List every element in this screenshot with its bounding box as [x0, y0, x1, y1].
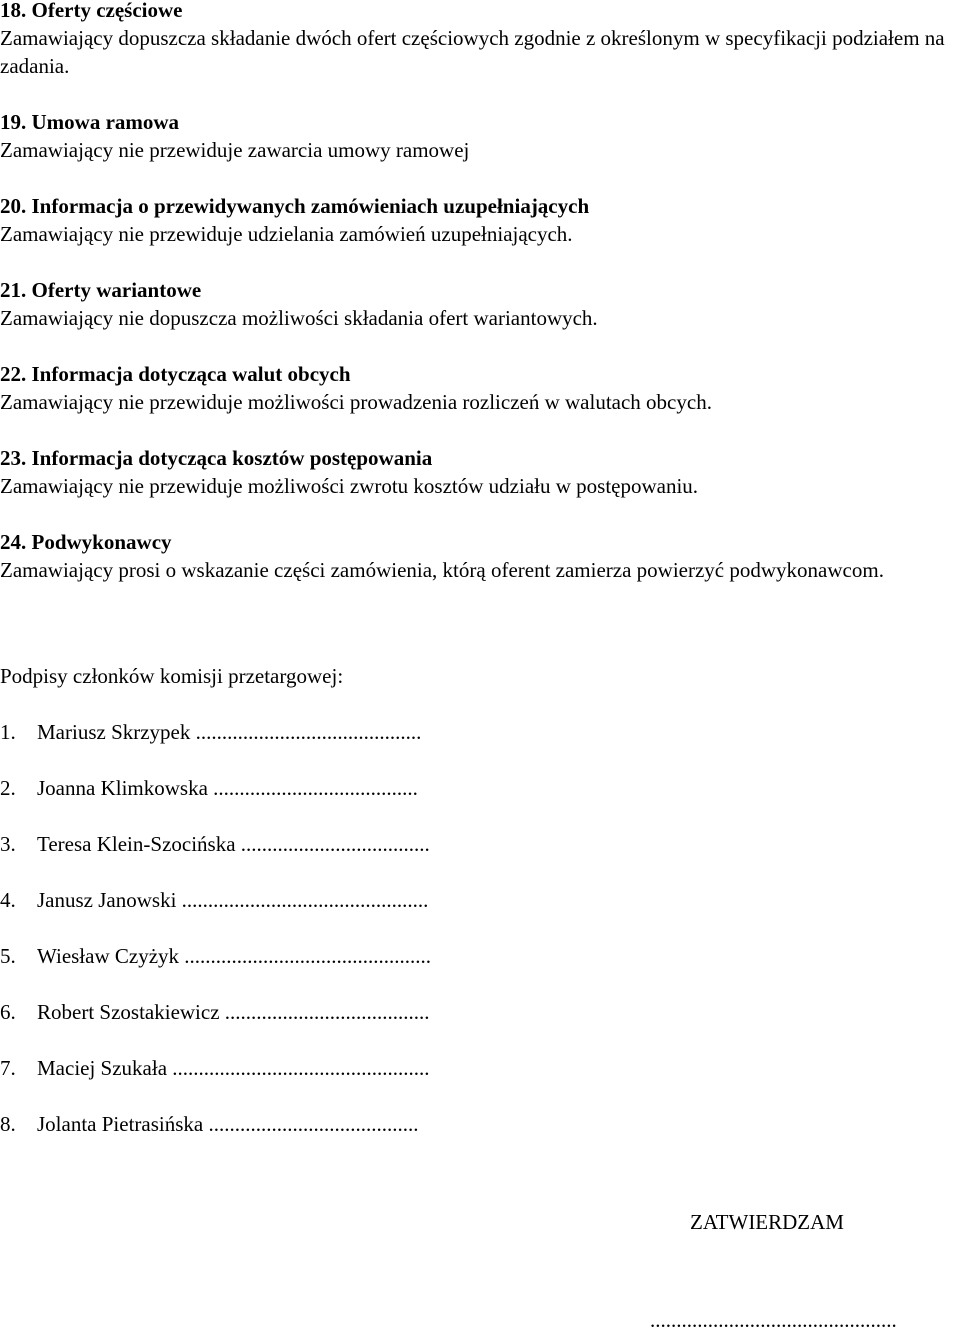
signer-name: Wiesław Czyżyk ...............................................	[37, 944, 432, 968]
section-body: Zamawiający dopuszcza składanie dwóch ofert częściowych zgodnie z określonym w specyfikacji podziałem na zadania.	[0, 26, 945, 78]
section-heading: 22. Informacja dotycząca walut obcych	[0, 362, 351, 386]
signer-number: 7.	[0, 1056, 16, 1080]
signer-name: Jolanta Pietrasińska ........................................	[37, 1112, 419, 1136]
signer-row	[0, 718, 421, 746]
signer-row	[0, 1054, 430, 1082]
signers-title: Podpisy członków komisji przetargowej:	[0, 664, 344, 688]
section-body: Zamawiający nie dopuszcza możliwości składania ofert wariantowych.	[0, 306, 598, 330]
section-21	[0, 276, 958, 332]
section-body: Zamawiający nie przewiduje możliwości zwrotu kosztów udziału w postępowaniu.	[0, 474, 699, 498]
signer-name: Robert Szostakiewicz .......................................	[37, 1000, 430, 1024]
section-heading: 21. Oferty wariantowe	[0, 278, 202, 302]
section-heading: 24. Podwykonawcy	[0, 530, 172, 554]
section-heading: 23. Informacja dotycząca kosztów postępowania	[0, 446, 433, 470]
signer-row	[0, 942, 431, 970]
signer-row	[0, 774, 418, 802]
section-heading: 18. Oferty częściowe	[0, 0, 183, 22]
section-23	[0, 444, 958, 500]
section-20	[0, 192, 958, 248]
signer-number: 5.	[0, 944, 16, 968]
signer-row	[0, 830, 430, 858]
signer-number: 6.	[0, 1000, 16, 1024]
signer-name: Teresa Klein-Szocińska ....................................	[37, 832, 430, 856]
signer-name: Maciej Szukała .................................................	[37, 1056, 430, 1080]
section-heading: 19. Umowa ramowa	[0, 110, 180, 134]
signer-name: Mariusz Skrzypek ...........................................	[37, 720, 422, 744]
signer-number: 4.	[0, 888, 16, 912]
approval-label: ZATWIERDZAM	[690, 1210, 844, 1234]
signer-number: 1.	[0, 720, 16, 744]
signer-name: Janusz Janowski ...............................................	[37, 888, 429, 912]
section-body: Zamawiający nie przewiduje możliwości prowadzenia rozliczeń w walutach obcych.	[0, 390, 712, 414]
section-body: Zamawiający nie przewiduje udzielania zamówień uzupełniających.	[0, 222, 573, 246]
section-19	[0, 108, 958, 164]
signer-number: 3.	[0, 832, 16, 856]
section-18	[0, 0, 958, 80]
approval-signature-line: ...............................................	[650, 1308, 897, 1332]
section-body: Zamawiający prosi o wskazanie części zamówienia, którą oferent zamierza powierzyć podwykonawcom.	[0, 558, 884, 582]
signer-number: 8.	[0, 1112, 16, 1136]
signer-name: Joanna Klimkowska .......................................	[37, 776, 418, 800]
section-heading: 20. Informacja o przewidywanych zamówieniach uzupełniających	[0, 194, 590, 218]
section-22	[0, 360, 958, 416]
section-24	[0, 528, 958, 584]
signer-row	[0, 886, 428, 914]
signer-row	[0, 998, 430, 1026]
signer-number: 2.	[0, 776, 16, 800]
section-body: Zamawiający nie przewiduje zawarcia umowy ramowej	[0, 138, 470, 162]
signer-row	[0, 1110, 418, 1138]
